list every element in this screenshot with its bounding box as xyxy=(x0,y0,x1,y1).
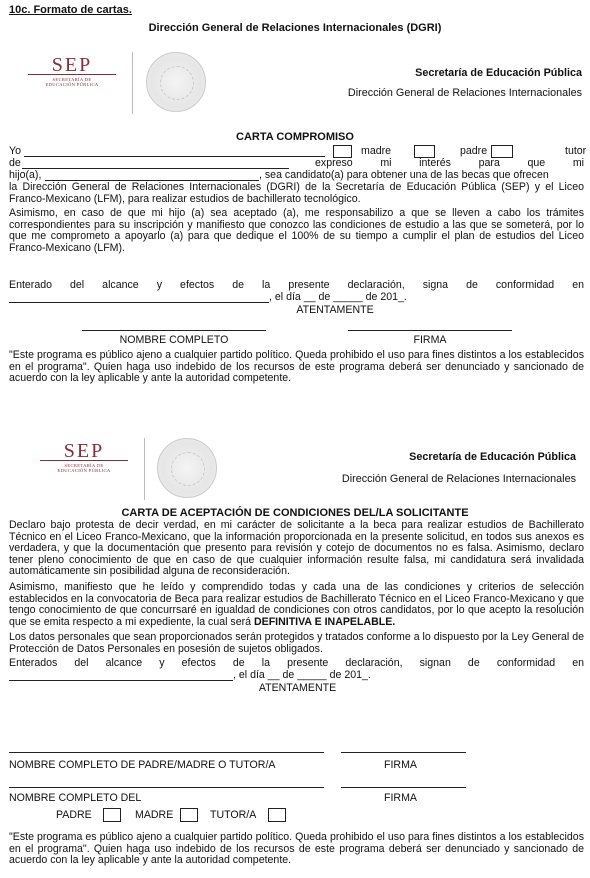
national-seal-icon xyxy=(146,52,206,112)
letter2-dept: Dirección General de Relaciones Internacionales xyxy=(341,473,576,485)
letter2-sig1-firma-label: FIRMA xyxy=(384,759,417,771)
sep-logo xyxy=(24,54,120,88)
sep-logo-sub2: EDUCACIÓN PÚBLICA xyxy=(45,82,99,88)
letter2-sig1-name-line[interactable] xyxy=(9,752,324,753)
letter2-disclaimer: "Este programa es público ajeno a cualquier partido político. Queda prohibido el uso para fines distintos a los establecidos en el programa". Quien haga uso indebido de los recursos de este programa deberá ser denunciado y sancionado de acuerdo con la ley aplicable y ante la autoridad competente. xyxy=(9,831,584,867)
letter1-paragraph-3: Enterado del alcance y efectos de la presente declaración, signa de conformidad en xyxy=(9,279,584,291)
sep-logo-sub1-2: SECRETARÍA DE xyxy=(64,462,104,468)
letter2-sig2-name-label: NOMBRE COMPLETO DEL xyxy=(9,792,142,804)
letter1-date: , el día __ de _____ de 201_. xyxy=(269,291,407,303)
letter2-atentamente: ATENTAMENTE xyxy=(258,682,337,694)
letter1-disclaimer: "Este programa es público ajeno a cualquier partido político. Queda prohibido el uso para fines distintos a los establecidos en el programa". Quien haga uso indebido de los recursos de este programa deberá ser denunciado y sancionado de acuerdo con la ley aplicable y ante la autoridad competente. xyxy=(9,349,584,385)
letter2-sig1-firma-line[interactable] xyxy=(341,752,466,753)
letter1-yo-label: Yo xyxy=(9,145,21,157)
sep-logo-word-2: SEP xyxy=(63,440,105,462)
dgri-title: Dirección General de Relaciones Internacionales (DGRI) xyxy=(148,22,442,34)
letter2-paragraph-2 xyxy=(9,582,584,628)
sep-logo-word: SEP xyxy=(51,54,93,76)
sep-logo-2 xyxy=(36,440,132,474)
letter1-expreso-text: expreso mi interés para que mi xyxy=(315,157,584,169)
letter2-padre-checkbox[interactable] xyxy=(103,808,121,822)
sep-logo-sub1: SECRETARÍA DE xyxy=(52,76,92,82)
letter1-madre-label: madre xyxy=(361,145,392,157)
letter2-sig2-firma-label: FIRMA xyxy=(384,792,417,804)
letter2-paragraph-4: Enterados del alcance y efectos de la presente declaración, signan de conformidad en xyxy=(9,657,584,669)
letter1-org: Secretaría de Educación Pública xyxy=(415,67,582,79)
letter2-definitiva-text: DEFINITIVA E INAPELABLE. xyxy=(253,615,396,628)
letter2-paragraph-3: Los datos personales que sean proporcionados serán protegidos y tratados conforme a lo dispuesto por la Ley General de Protección de Datos Personales en posesión de sujetos obligados. xyxy=(9,631,584,655)
letter1-dept: Dirección General de Relaciones Internacionales xyxy=(347,87,582,99)
letter2-madre-checkbox[interactable] xyxy=(180,808,198,822)
letter1-tutor-label: tutor xyxy=(565,145,587,157)
letter2-paragraph-2-text: Asimismo, manifiesto que he leído y comprendido todas y cada una de las condiciones y criterios de selección establecidos en la convocatoria de Beca para realizar estudios de Bachillerato Técnico en el Liceo Franco-Mexicano y que tengo conocimiento de que concurrsaré en igualdad de condiciones con otros candidatos, por lo que acepto la resolución que se emita respecto a mi expediente, la cual será xyxy=(9,581,584,628)
letter1-de-label: de xyxy=(9,157,21,169)
letter1-title: CARTA COMPROMISO xyxy=(236,131,354,143)
letter2-padre-label: PADRE xyxy=(56,809,92,821)
letter1-firma-label: FIRMA xyxy=(413,334,447,346)
letter1-place-line[interactable] xyxy=(9,302,269,303)
national-seal-icon-2 xyxy=(157,438,217,498)
letter1-paragraph-1: la Dirección General de Relaciones Internacionales (DGRI) de la Secretaría de Educación Pública (SEP) y el Liceo Franco-Mexicano (LFM), para realizar estudios de bachillerato tecnológico. xyxy=(9,181,584,205)
letter1-padre-label: padre xyxy=(460,145,488,157)
letter1-atentamente: ATENTAMENTE xyxy=(296,304,374,316)
letter2-title: CARTA DE ACEPTACIÓN DE CONDICIONES DEL/LA SOLICITANTE xyxy=(121,507,469,519)
sep-logo-sub2-2: EDUCACIÓN PÚBLICA xyxy=(57,468,111,474)
letter2-date: , el día __ de _____ de 201_. xyxy=(233,669,371,681)
letter2-org: Secretaría de Educación Pública xyxy=(409,451,576,463)
letter2-tutor-label: TUTOR/A xyxy=(210,809,257,821)
letter1-name-signature-line[interactable] xyxy=(82,330,266,331)
section-title: 10c. Formato de cartas. xyxy=(9,4,132,16)
letter1-hijo-label: hijo(a), xyxy=(9,169,42,181)
letter2-sig1-name-label: NOMBRE COMPLETO DE PADRE/MADRE O TUTOR/A xyxy=(9,759,276,771)
letter1-name-line[interactable] xyxy=(24,156,325,157)
letter2-tutor-checkbox[interactable] xyxy=(268,808,286,822)
letter2-sig2-name-line[interactable] xyxy=(9,787,324,788)
letter1-candidato-text: , sea candidato(a) para obtener una de las becas que ofrecen xyxy=(259,169,549,181)
letter1-de-line[interactable] xyxy=(22,168,289,169)
letter2-paragraph-1: Declaro bajo protesta de decir verdad, en mi carácter de solicitante a la beca para realizar estudios de Bachillerato Técnico en el Liceo Franco-Mexicano, que la información proporcionada en la presente solicitud, en todos sus anexos es verdadera, y que la documentación que presento para revisión y cotejo de documentos no es falsa. Asimismo, declaro tener pleno conocimiento de que en caso de que cualquier información resulte falsa, mi candidatura será invalidada automáticamente sin posibilidad alguna de reconsideración. xyxy=(9,519,584,578)
letter2-sig2-firma-line[interactable] xyxy=(341,787,466,788)
letter1-paragraph-2: Asimismo, en caso de que mi hijo (a) sea aceptado (a), me responsabilizo a que se lleven a cabo los trámites correspondientes para su inscripción y manifiesto que conozco las condiciones de estudio a las que se someterá, por lo que me comprometo a apoyarlo (a) para que dedique el 100% de su tiempo a cumplir el plan de estudios del Liceo Franco-Mexicano (LFM). xyxy=(9,207,584,254)
letter2-madre-label: MADRE xyxy=(135,809,174,821)
letter2-place-line[interactable] xyxy=(9,680,233,681)
letter1-nombre-completo-label: NOMBRE COMPLETO xyxy=(119,334,229,346)
letter1-firma-signature-line[interactable] xyxy=(348,330,512,331)
